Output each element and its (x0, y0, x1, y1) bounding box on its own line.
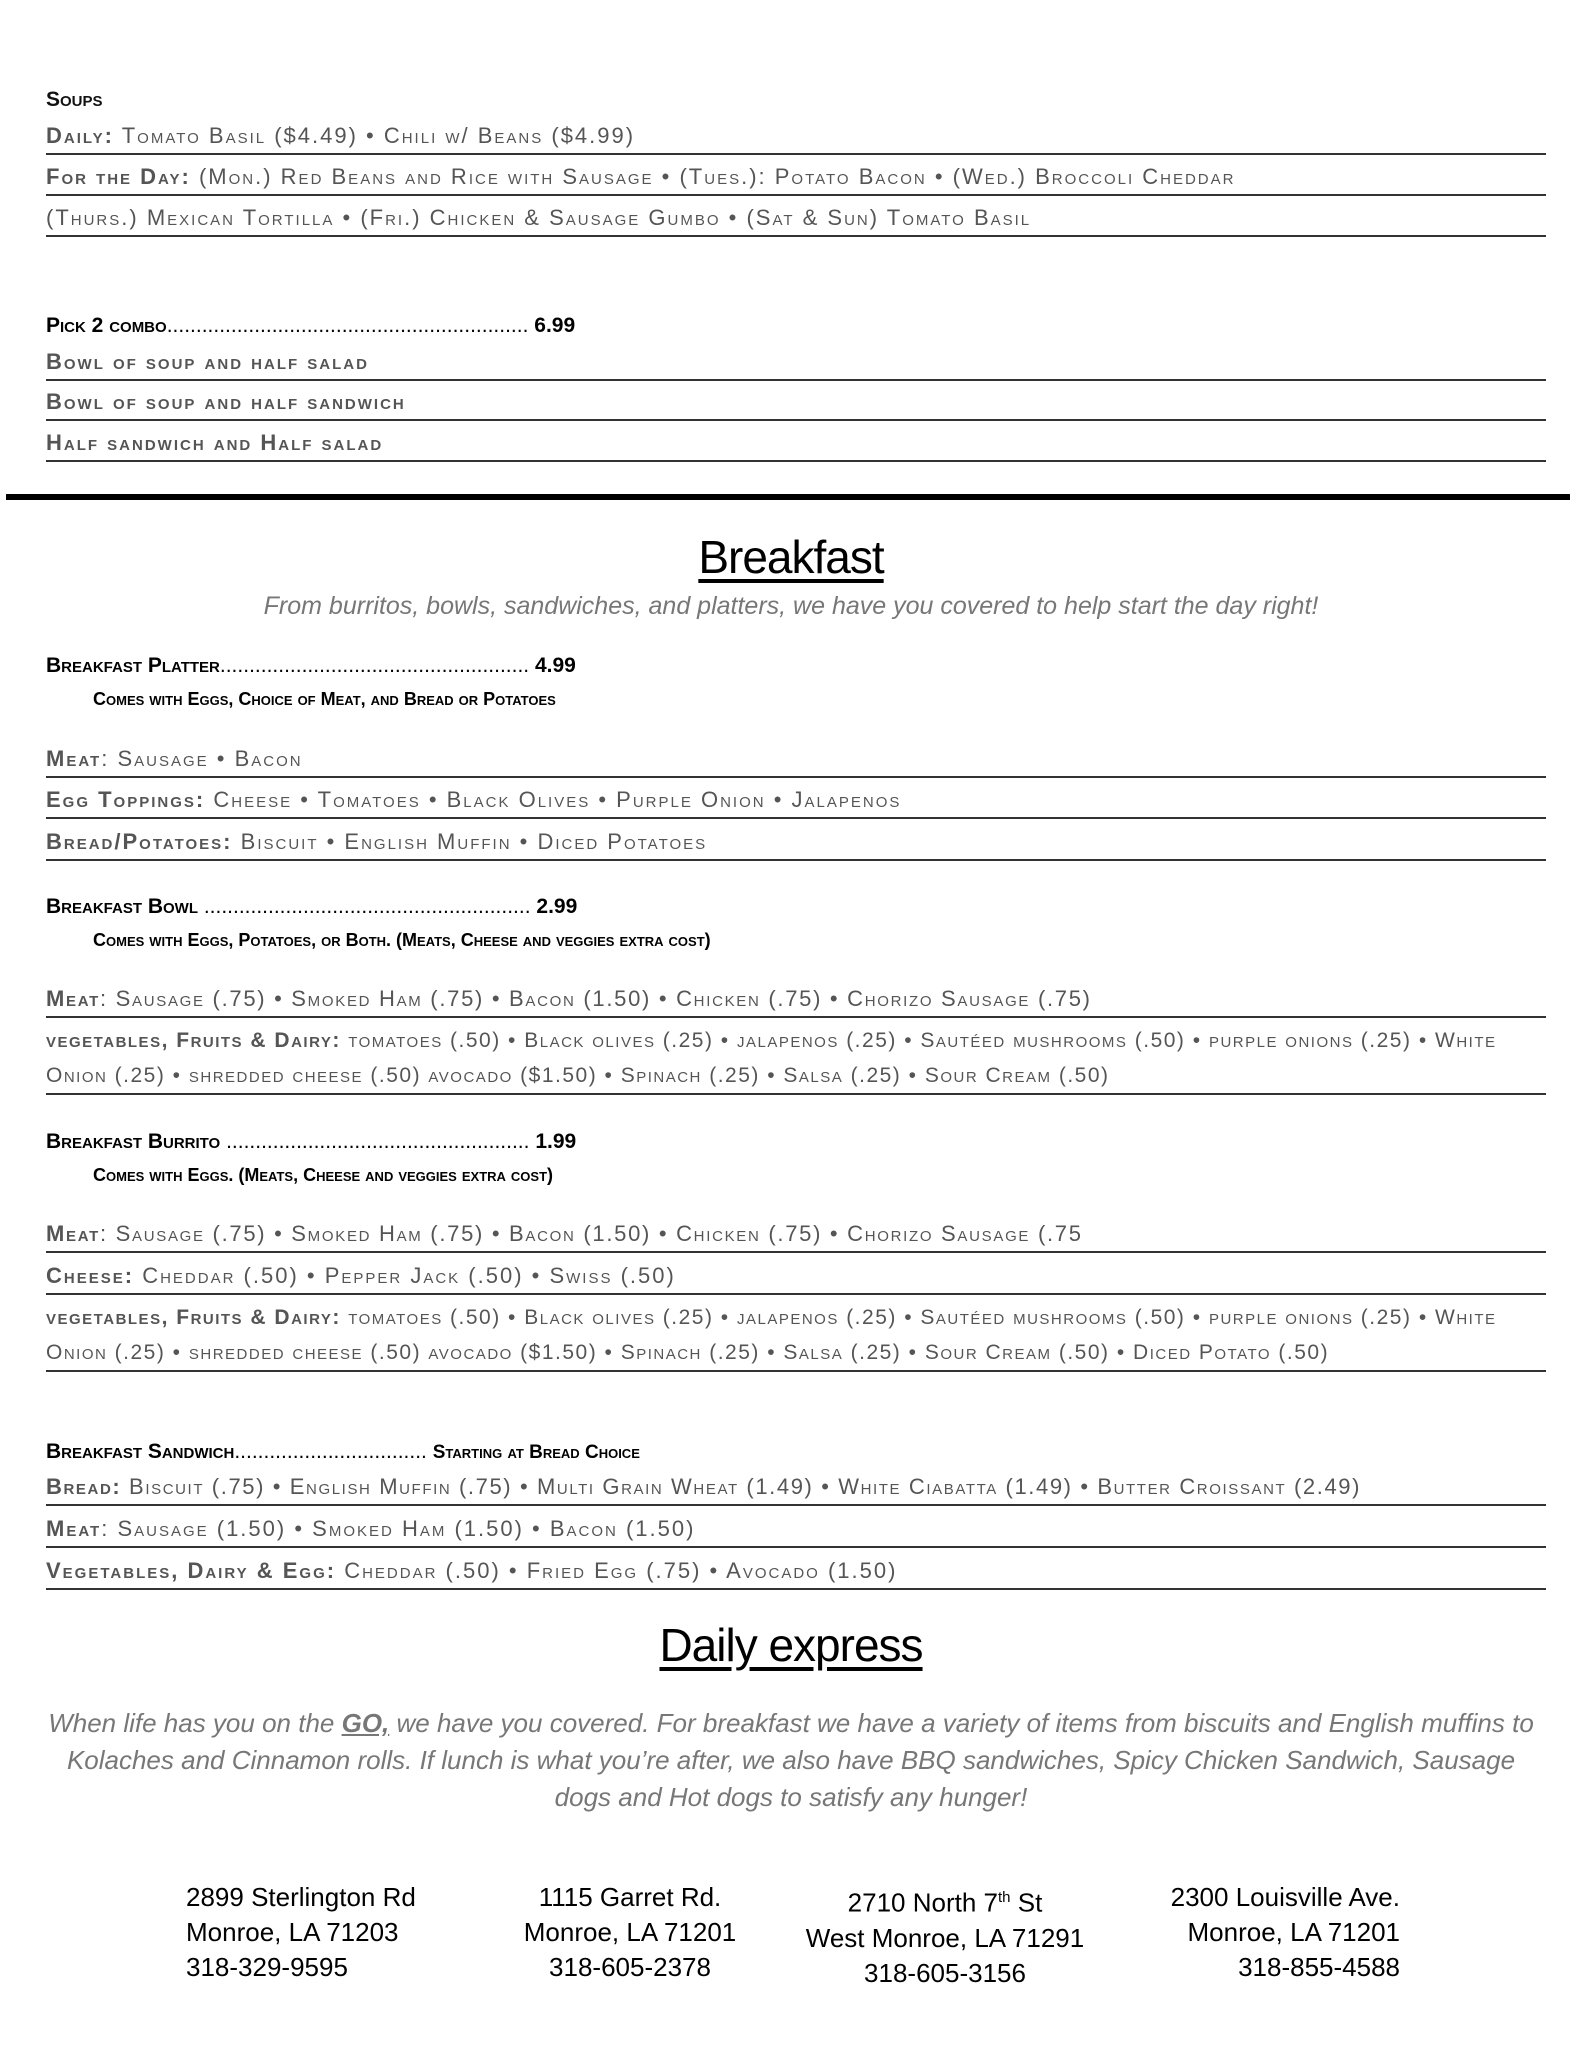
bowl-veg-text: tomatoes (.50) • Black olives (.25) • jalapenos (.25) • Sautéed mushrooms (.50) • purple onions (.25) • White Onion (.25) • shredded cheese (.50) avocado ($1.50) • Spinach (.25) • Salsa (.25) • Sour Cream (.50) (46, 1029, 1497, 1087)
soups-daily-text: Tomato Basil ($4.49) • Chili w/ Beans ($4.99) (121, 123, 636, 148)
sandwich-dots: ................................. (234, 1440, 427, 1463)
platter-egg-label: Egg Toppings: (46, 787, 206, 812)
sandwich-veg-text: Cheddar (.50) • Fried Egg (.75) • Avocado (1.50) (344, 1558, 898, 1583)
soups-forday-text: (Mon.) Red Beans and Rice with Sausage • (Tues.): Potato Bacon • (Wed.) Broccoli Cheddar (198, 164, 1236, 189)
sandwich-price: Starting at Bread Choice (432, 1442, 640, 1463)
bowl-meat-label: Meat (46, 986, 101, 1011)
sandwich-meat-label: Meat (46, 1516, 102, 1541)
section-divider (6, 494, 1570, 500)
combo-option-label: Bowl of soup and half salad (46, 349, 369, 374)
combo-option (46, 384, 1546, 421)
combo-dots: .............................................................. (166, 314, 529, 337)
sandwich-title (46, 1440, 640, 1464)
burrito-meat-line (46, 1216, 1546, 1253)
location-phone: 318-329-9595 (186, 1952, 348, 1982)
location-street: 2300 Louisville Ave. (1170, 1882, 1400, 1912)
bowl-veg-line (46, 1023, 1546, 1095)
platter-name: Breakfast Platter (46, 654, 220, 677)
combo-name: Pick 2 combo (46, 314, 167, 337)
soups-forday-line (46, 159, 1546, 196)
location-street: 1115 Garret Rd. (538, 1882, 722, 1912)
platter-meat-text: : Sausage • Bacon (101, 746, 303, 771)
breakfast-tagline: From burritos, bowls, sandwiches, and platters, we have you covered to help start the day right! (263, 592, 1319, 620)
soups-forday-text-2: (Thurs.) Mexican Tortilla • (Fri.) Chicken & Sausage Gumbo • (Sat & Sun) Tomato Basil (46, 205, 1032, 230)
platter-subtitle: Comes with Eggs, Choice of Meat, and Bread or Potatoes (93, 689, 556, 709)
platter-price: 4.99 (534, 654, 576, 677)
location-street: 2710 North 7th St (847, 1887, 1043, 1918)
location-city: Monroe, LA 71201 (523, 1917, 737, 1947)
express-heading: Daily express (659, 1619, 923, 1671)
express-text-before: When life has you on the (48, 1708, 342, 1738)
location-phone: 318-605-2378 (549, 1952, 711, 1982)
platter-egg-text: Cheese • Tomatoes • Black Olives • Purple Onion • Jalapenos (213, 787, 902, 812)
location-city: Monroe, LA 71203 (186, 1917, 399, 1947)
bowl-subtitle: Comes with Eggs, Potatoes, or Both. (Meats, Cheese and veggies extra cost) (93, 930, 711, 950)
combo-option (46, 425, 1546, 462)
platter-bread-line (46, 824, 1546, 861)
sandwich-veg-line (46, 1553, 1546, 1590)
sandwich-bread-line (46, 1469, 1546, 1506)
combo-option (46, 344, 1546, 381)
sandwich-meat-line (46, 1511, 1546, 1548)
bowl-name: Breakfast Bowl (46, 895, 198, 918)
soups-heading: Soups (46, 88, 103, 111)
location-street: 2899 Sterlington Rd (186, 1882, 416, 1912)
location-phone: 318-855-4588 (1238, 1952, 1400, 1982)
sandwich-name: Breakfast Sandwich (46, 1440, 235, 1463)
burrito-meat-label: Meat (46, 1221, 101, 1246)
location-4 (1160, 1880, 1400, 1985)
burrito-meat-text: : Sausage (.75) • Smoked Ham (.75) • Bacon (1.50) • Chicken (.75) • Chorizo Sausage (.75 (100, 1221, 1083, 1246)
bowl-price: 2.99 (536, 895, 578, 918)
burrito-title (46, 1130, 576, 1154)
location-city: Monroe, LA 71201 (1187, 1917, 1400, 1947)
bowl-veg-label: vegetables, Fruits & Dairy: (46, 1029, 341, 1052)
bowl-meat-line (46, 981, 1546, 1018)
soups-forday-line-2 (46, 200, 1546, 237)
platter-bread-label: Bread/Potatoes: (46, 829, 233, 854)
platter-meat-line (46, 741, 1546, 778)
soups-daily-label: Daily: (46, 123, 115, 148)
burrito-name: Breakfast Burrito (46, 1130, 221, 1153)
location-2 (520, 1880, 740, 1985)
platter-dots: ..................................................... (219, 654, 530, 677)
bowl-title (46, 895, 577, 919)
combo-price: 6.99 (534, 314, 576, 337)
burrito-cheese-label: Cheese: (46, 1263, 135, 1288)
express-description (46, 1705, 1536, 1816)
combo-title (46, 314, 575, 338)
express-go: GO, (341, 1708, 390, 1738)
breakfast-heading: Breakfast (698, 531, 884, 583)
sandwich-veg-label: Vegetables, Dairy & Egg: (46, 1558, 337, 1583)
burrito-veg-label: vegetables, Fruits & Dairy: (46, 1306, 341, 1329)
sandwich-meat-text: : Sausage (1.50) • Smoked Ham (1.50) • Bacon (1.50) (101, 1516, 696, 1541)
platter-meat-label: Meat (46, 746, 102, 771)
bowl-dots: ........................................................ (198, 895, 531, 918)
burrito-veg-line (46, 1300, 1546, 1372)
platter-bread-text: Biscuit • English Muffin • Diced Potatoes (240, 829, 708, 854)
express-text-after: we have you covered. For breakfast we have a variety of items from biscuits and English muffins to Kolaches and Cinnamon rolls. If lunch is what you’re after, we also have BBQ sandwiches, Spicy Chicken Sandwich, Sausage dogs and Hot dogs to satisfy any hunger! (66, 1708, 1534, 1812)
burrito-veg-text: tomatoes (.50) • Black olives (.25) • jalapenos (.25) • Sautéed mushrooms (.50) • purple onions (.25) • White Onion (.25) • shredded cheese (.50) avocado ($1.50) • Spinach (.25) • Salsa (.25) • Sour Cream (.50) • Diced Potato (.50) (46, 1306, 1497, 1364)
burrito-cheese-line (46, 1258, 1546, 1295)
location-city: West Monroe, LA 71291 (805, 1922, 1085, 1953)
location-3 (800, 1880, 1090, 1991)
sandwich-bread-label: Bread: (46, 1474, 122, 1499)
soups-forday-label: For the Day: (46, 164, 191, 189)
platter-title (46, 654, 576, 678)
combo-option-label: Bowl of soup and half sandwich (46, 389, 406, 414)
location-1 (186, 1880, 416, 1985)
burrito-cheese-text: Cheddar (.50) • Pepper Jack (.50) • Swiss (.50) (142, 1263, 676, 1288)
burrito-price: 1.99 (535, 1130, 577, 1153)
soups-daily-line (46, 118, 1546, 155)
location-phone: 318-605-3156 (864, 1957, 1026, 1988)
bowl-meat-text: : Sausage (.75) • Smoked Ham (.75) • Bacon (1.50) • Chicken (.75) • Chorizo Sausage (.75) (100, 986, 1092, 1011)
burrito-subtitle: Comes with Eggs. (Meats, Cheese and veggies extra cost) (93, 1165, 554, 1185)
burrito-dots: .................................................... (220, 1130, 530, 1153)
combo-option-label: Half sandwich and Half salad (46, 430, 384, 455)
sandwich-bread-text: Biscuit (.75) • English Muffin (.75) • Multi Grain Wheat (1.49) • White Ciabatta (1.49) • Butter Croissant (2.49) (129, 1474, 1362, 1499)
platter-egg-line (46, 782, 1546, 819)
